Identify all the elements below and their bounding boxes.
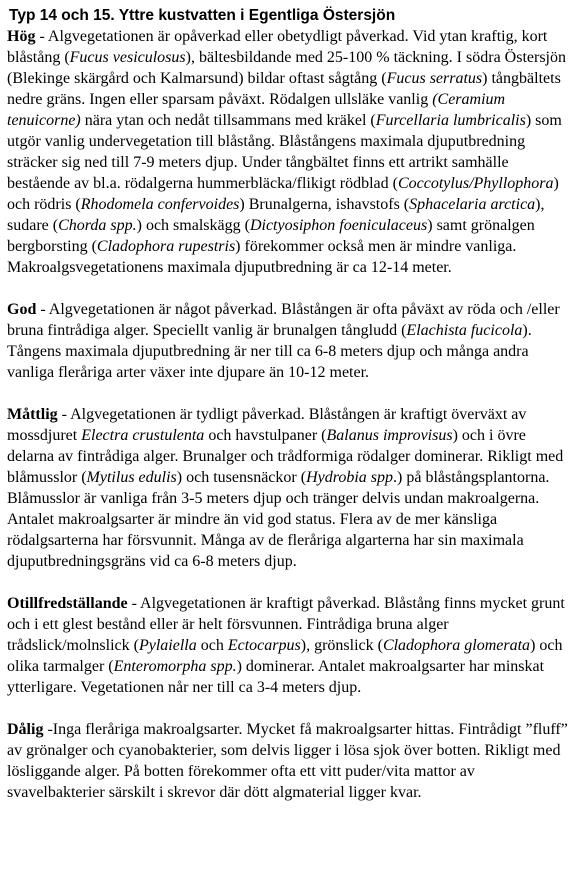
species-name: Balanus improvisus	[326, 427, 453, 444]
species-name: Ectocarpus	[227, 637, 301, 654]
status-grade-label: Dålig	[7, 721, 44, 738]
description-text: och	[196, 637, 228, 654]
species-name: Mytilus edulis	[86, 469, 177, 486]
species-name: Furcellaria lumbricalis	[375, 112, 526, 129]
description-text: och havstulpaner (	[204, 427, 327, 444]
species-name: Fucus serratus	[386, 70, 483, 87]
status-grade-label: God	[7, 301, 37, 318]
description-text: ) som utgör vanlig undervegetation till blåstång. Blåstångens maximala djuputbredning sträcker sig ned till 7-9 meters djup. Under tångbältet finns ett artrikt samhälle bestående av bl.a. rödalgerna hummerbläcka/flikigt rödblad (	[7, 112, 562, 192]
description-text: ) tångbältets nedre gräns. Ingen eller sparsam påväxt. Rödalgen ullsläke vanlig	[7, 70, 561, 108]
description-text: ) dominerar. Antalet makroalgsarter har minskat ytterligare. Vegetationen når ner till ca 3-4 meters djup.	[7, 658, 545, 696]
species-name: Elachista fucicola	[406, 322, 523, 339]
document-title: Typ 14 och 15. Yttre kustvatten i Egentliga Östersjön	[9, 7, 396, 24]
status-paragraph	[7, 593, 573, 698]
species-name: Pylaiella	[138, 637, 197, 654]
description-text: ), bältesbildande med 25-100 % täckning. I södra Östersjön (Blekinge skärgård och Kalmarsund) bildar oftast sågtång (	[7, 49, 566, 87]
description-text: - Algvegetationen är tydligt påverkad. Blåstången är kraftigt överväxt av mossdjuret	[7, 406, 527, 444]
species-name: (Ceramium tenuicorne)	[7, 91, 506, 129]
description-text: ) samt grönalgen bergborsting (	[7, 217, 535, 255]
document-page	[7, 6, 573, 803]
description-text: ) Brunalgerna, ishavstofs (	[239, 196, 410, 213]
species-name: Hydrobia spp	[306, 469, 394, 486]
description-text: -Inga fleråriga makroalgsarter. Mycket få makroalgsarter hittas. Fintrådigt ”fluff” av grönalger och cyanobakterier, som delvis ligger i lösa sjok över botten. Rikligt med lösliggande alger. På botten förekommer ofta ett vitt puder/vita mattor av svavelbakterier särskilt i skrevor där dött algmaterial ligger kvar.	[7, 721, 568, 801]
description-text: .) på blåstångsplantorna. Blåmusslor är vanliga från 3-5 meters djup och tränger delvis undan makroalgerna. Antalet makroalgsarter är mindre än vid god status. Flera av de mer känsliga rödalgsarterna har försvunnit. Många av de fleråriga algarterna har sin maximala djuputbredningsgräns vid ca 6-8 meters djup.	[7, 469, 550, 570]
species-name: Chorda spp.	[58, 217, 137, 234]
status-paragraph	[7, 404, 573, 572]
status-paragraph	[7, 719, 573, 803]
species-name: Sphacelaria arctica	[409, 196, 536, 213]
status-descriptions	[7, 26, 573, 803]
description-text: - Algvegetationen är något påverkad. Blåstången är ofta påväxt av röda och /eller bruna fintrådiga alger. Speciellt vanlig är brunalgen tångludd (	[7, 301, 560, 339]
status-grade-label: Hög	[7, 28, 36, 45]
description-text: ) och olika tarmalger (	[7, 637, 563, 675]
description-text: - Algvegetationen är kraftigt påverkad. Blåstång finns mycket grunt och i ett glest bestånd eller är helt försvunnen. Fintrådiga bruna alger trådslick/molnslick (	[7, 595, 565, 654]
description-text: ), sudare (	[7, 196, 545, 234]
species-name: Dictyosiphon foeniculaceus	[249, 217, 428, 234]
species-name: Fucus vesiculosus	[69, 49, 186, 66]
species-name: Electra crustulenta	[81, 427, 205, 444]
description-text: - Algvegetationen är opåverkad eller obetydligt påverkad. Vid ytan kraftig, kort blåstång (	[7, 28, 548, 66]
description-text: ) och rödris (	[7, 175, 559, 213]
status-paragraph	[7, 299, 573, 383]
description-text: ) och i övre delarna av fintrådiga alger. Brunalger och trådformiga rödalger dominerar. Rikligt med blåmusslor (	[7, 427, 564, 486]
description-text: ). Tångens maximala djuputbredning är ner till ca 6-8 meters djup och många andra vanliga fleråriga arter växer inte djupare än 10-12 meter.	[7, 322, 532, 381]
status-paragraph	[7, 26, 573, 278]
description-text: ) och smalskägg (	[136, 217, 250, 234]
species-name: Cladophora glomerata	[382, 637, 531, 654]
description-text: ) förekommer också men är mindre vanliga. Makroalgsvegetationens maximala djuputbredning är ca 12-14 meter.	[7, 238, 517, 276]
species-name: Coccotylus/Phyllophora	[397, 175, 554, 192]
description-text: ), grönslick (	[300, 637, 383, 654]
status-grade-label: Otillfredställande	[7, 595, 128, 612]
description-text: nära ytan och nedåt tillsammans med kräkel (	[80, 112, 376, 129]
species-name: Cladophora rupestris	[96, 238, 236, 255]
species-name: Enteromorpha spp.	[113, 658, 237, 675]
status-grade-label: Måttlig	[7, 406, 58, 423]
species-name: Rhodomela confervoides	[80, 196, 240, 213]
description-text: ) och tusensnäckor (	[176, 469, 307, 486]
